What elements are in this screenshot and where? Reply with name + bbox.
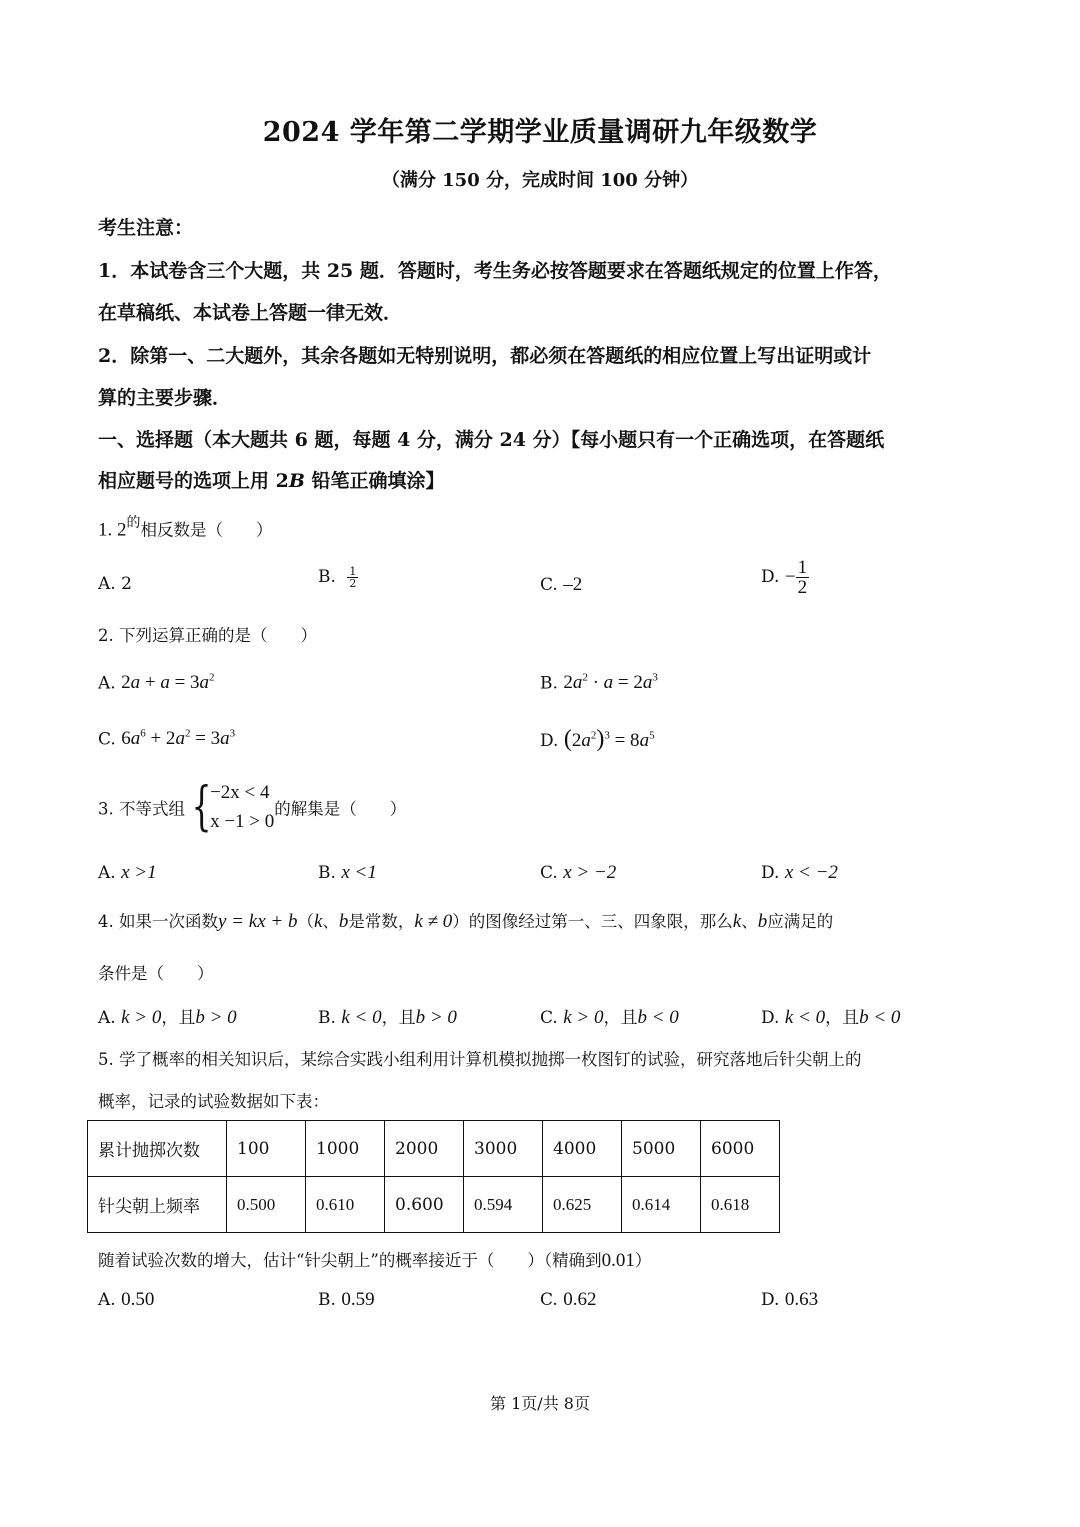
section-1-heading: 一、选择题（本大题共 6 题，每题 4 分，满分 24 分）【每小题只有一个正确选项，在答题纸 [98,429,885,451]
table-cell: 2000 [385,1121,464,1177]
question-4-stem-line-2: 条件是（ ） [98,964,214,983]
table-cell: 4000 [543,1121,622,1177]
section-1-heading-line-2: 相应题号的选项上用 2B 铅笔正确填涂】 [98,470,445,492]
note-1-line-2: 在草稿纸、本试卷上答题一律无效． [98,302,403,324]
question-4-option-c: C. k > 0，且b < 0 [540,1007,679,1028]
table-cell: 0.600 [385,1177,464,1233]
question-3-option-a: A. x >1 [98,862,157,883]
question-4-option-a: A. k > 0，且b > 0 [98,1007,237,1028]
question-5-follow-up: 随着试验次数的增大，估计“针尖朝上”的概率接近于（ ）（精确到0.01） [98,1250,652,1271]
question-5-option-b: B. 0.59 [318,1289,375,1310]
question-2-option-b: B. $2a^2 \cdot a = 2a^3$ [540,672,658,694]
note-1-line-1: 1．本试卷含三个大题，共 25 题．答题时，考生务必按答题要求在答题纸规定的位置上作答， [98,260,892,282]
question-3-option-b: B. x <1 [318,862,377,883]
table-row [88,1177,780,1233]
question-2-option-c: C. $6a^6 + 2a^2 = 3a^3$ [98,728,236,750]
question-5-stem: 5. 学了概率的相关知识后，某综合实践小组利用计算机模拟抛掷一枚图钉的试验，研究落地后针尖朝上的 [98,1050,862,1069]
question-3-option-d: D. x < −2 [761,862,838,883]
note-2-line-1: 2．除第一、二大题外，其余各题如无特别说明，都必须在答题纸的相应位置上写出证明或计 [98,345,872,367]
question-5-option-d: D. 0.63 [761,1289,819,1310]
table-row-header: 累计抛掷次数 [88,1121,227,1177]
table-row-header: 针尖朝上频率 [88,1177,227,1233]
table-cell: 6000 [701,1121,780,1177]
experiment-data-table [87,1120,780,1233]
question-4-option-b: B. k < 0，且b > 0 [318,1007,457,1028]
table-cell: 1000 [306,1121,385,1177]
table-cell: 0.500 [227,1177,306,1233]
table-cell: 3000 [464,1121,543,1177]
question-1-stem: 1. $2^的$相反数是（ ） [98,515,273,541]
question-4-stem: 4. 如果一次函数y = kx + b（k、b是常数，k ≠ 0）的图像经过第一、三、四象限，那么k、b应满足的 [98,911,834,932]
table-cell: 0.625 [543,1177,622,1233]
page-number-footer: 第 1页/共 8页 [490,1394,590,1413]
question-4-option-d: D. k < 0，且b < 0 [761,1007,901,1028]
page-subtitle: （满分 150 分，完成时间 100 分钟） [381,170,699,191]
question-3-stem: 3. 不等式组 { −2x < 4 x −1 > 0 的解集是（ ） [98,777,407,838]
table-cell: 0.618 [701,1177,780,1233]
question-1-option-a: A. 2 [98,574,132,594]
question-3-option-c: C. x > −2 [540,862,617,883]
question-2-option-d: D. $(2a^2)^3 = 8a^5$ [540,726,655,752]
question-5-stem-line-2: 概率，记录的试验数据如下表： [98,1092,329,1111]
table-row [88,1121,780,1177]
question-5-option-c: C. 0.62 [540,1289,597,1310]
question-5-option-a: A. 0.50 [98,1289,155,1310]
question-1-option-d: D. − $\frac{1}{2}$ [761,557,808,598]
question-1-option-c: C. –2 [540,574,583,595]
table-cell: 100 [227,1121,306,1177]
brace-symbol: { [191,777,212,838]
question-1-option-b: B. $\frac{1}{2}$ [318,565,357,590]
question-2-option-a: A. $2a + a = 3a^2$ [98,672,215,694]
page-title: 2024 学年第二学期学业质量调研九年级数学 [262,117,818,148]
question-2-stem: 2. 下列运算正确的是（ ） [98,626,317,645]
table-cell: 0.614 [622,1177,701,1233]
table-cell: 5000 [622,1121,701,1177]
table-cell: 0.610 [306,1177,385,1233]
note-2-line-2: 算的主要步骤． [98,387,232,409]
table-cell: 0.594 [464,1177,543,1233]
notes-heading: 考生注意： [98,217,194,239]
